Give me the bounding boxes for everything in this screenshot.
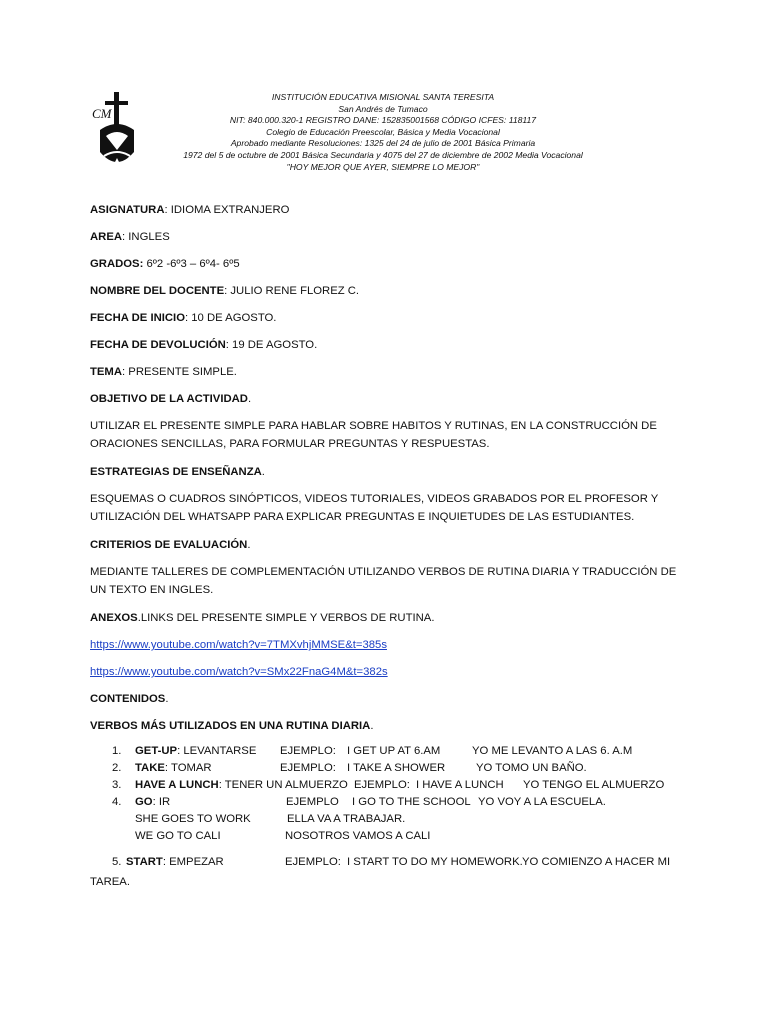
asignatura-field: ASIGNATURA: IDIOMA EXTRANJERO bbox=[90, 204, 290, 216]
youtube-link-2[interactable]: https://www.youtube.com/watch?v=SMx22FnaG4M&t=382s bbox=[90, 666, 388, 678]
list-item: 3. HAVE A LUNCH: TENER UN ALMUERZO EJEMPLO: I HAVE A LUNCH YO TENGO EL ALMUERZO bbox=[112, 779, 665, 791]
objetivo-text: UTILIZAR EL PRESENTE SIMPLE PARA HABLAR SOBRE HABITOS Y RUTINAS, EN LA CONSTRUCCIÓN DE ORACIONES SENCILLAS, PARA FORMULAR PREGUNTAS Y RESPUESTAS. bbox=[90, 420, 657, 450]
objetivo-heading: OBJETIVO DE LA ACTIVIDAD. bbox=[90, 393, 252, 405]
fecha-inicio-field: FECHA DE INICIO: 10 DE AGOSTO. bbox=[90, 312, 277, 324]
header-line: INSTITUCIÓN EDUCATIVA MISIONAL SANTA TERESITA bbox=[271, 92, 495, 102]
docente-field: NOMBRE DEL DOCENTE: JULIO RENE FLOREZ C. bbox=[90, 285, 360, 297]
criterios-text: MEDIANTE TALLERES DE COMPLEMENTACIÓN UTILIZANDO VERBOS DE RUTINA DIARIA Y TRADUCCIÓN DE UN TEXTO EN INGLES. bbox=[90, 566, 677, 596]
youtube-link-1[interactable]: https://www.youtube.com/watch?v=7TMXvhjMMSE&t=385s bbox=[90, 639, 387, 651]
svg-text:CM: CM bbox=[92, 106, 112, 121]
anexos-line: ANEXOS.LINKS DEL PRESENTE SIMPLE Y VERBOS DE RUTINA. bbox=[90, 612, 435, 624]
header-line: San Andrés de Tumaco bbox=[338, 103, 428, 114]
estrategias-text: ESQUEMAS O CUADROS SINÓPTICOS, VIDEOS TUTORIALES, VIDEOS GRABADOS POR EL PROFESOR Y UTILIZACIÓN DEL WHATSAPP PARA EXPLICAR PREGUNTAS E INQUIETUDES DE LAS ESTUDIANTES. bbox=[90, 493, 659, 523]
verbos-heading: VERBOS MÁS UTILIZADOS EN UNA RUTINA DIARIA. bbox=[90, 720, 374, 732]
criterios-heading: CRITERIOS DE EVALUACIÓN. bbox=[90, 539, 251, 551]
list-item: 1. GET-UP: LEVANTARSE EJEMPLO: I GET UP AT 6.AM YO ME LEVANTO A LAS 6. A.M bbox=[112, 745, 633, 757]
list-item: 2. TAKE: TOMAR EJEMPLO: I TAKE A SHOWER YO TOMO UN BAÑO. bbox=[112, 762, 587, 774]
list-item-continuation: TAREA. bbox=[90, 876, 130, 888]
verb-list bbox=[90, 745, 690, 893]
header-line: 1972 del 5 de octubre de 2001 Básica Secundaria y 4075 del 27 de diciembre de 2002 Media Vocacional bbox=[183, 149, 583, 160]
list-item: SHE GOES TO WORK ELLA VA A TRABAJAR. bbox=[135, 813, 406, 825]
link-1-line bbox=[90, 637, 690, 653]
contenidos-heading: CONTENIDOS. bbox=[90, 693, 169, 705]
header-line: "HOY MEJOR QUE AYER, SIEMPRE LO MEJOR" bbox=[286, 161, 480, 172]
list-item: 4. GO: IR EJEMPLO I GO TO THE SCHOOL YO VOY A LA ESCUELA. bbox=[112, 796, 606, 808]
fecha-devolucion-field: FECHA DE DEVOLUCIÓN: 19 DE AGOSTO. bbox=[90, 339, 318, 351]
institution-header bbox=[150, 92, 616, 173]
list-item: WE GO TO CALI NOSOTROS VAMOS A CALI bbox=[135, 830, 431, 842]
area-field: AREA: INGLES bbox=[90, 231, 170, 243]
header-line: NIT: 840.000.320-1 REGISTRO DANE: 152835001568 CÓDIGO ICFES: 118117 bbox=[229, 115, 537, 126]
document-body bbox=[90, 202, 690, 893]
list-item: 5. START: EMPEZAR EJEMPLO: I START TO DO MY HOMEWORK. YO COMIENZO A HACER MI bbox=[112, 856, 671, 868]
estrategias-heading: ESTRATEGIAS DE ENSEÑANZA. bbox=[90, 466, 265, 478]
school-logo-icon bbox=[90, 90, 144, 174]
grados-field: GRADOS: 6º2 -6º3 – 6º4- 6º5 bbox=[90, 258, 240, 270]
header-line: Colegio de Educación Preescolar, Básica y Media Vocacional bbox=[266, 126, 500, 137]
link-2-line bbox=[90, 664, 690, 680]
tema-field: TEMA: PRESENTE SIMPLE. bbox=[90, 366, 237, 378]
header-line: Aprobado mediante Resoluciones: 1325 del 24 de julio de 2001 Básica Primaria bbox=[230, 138, 536, 149]
